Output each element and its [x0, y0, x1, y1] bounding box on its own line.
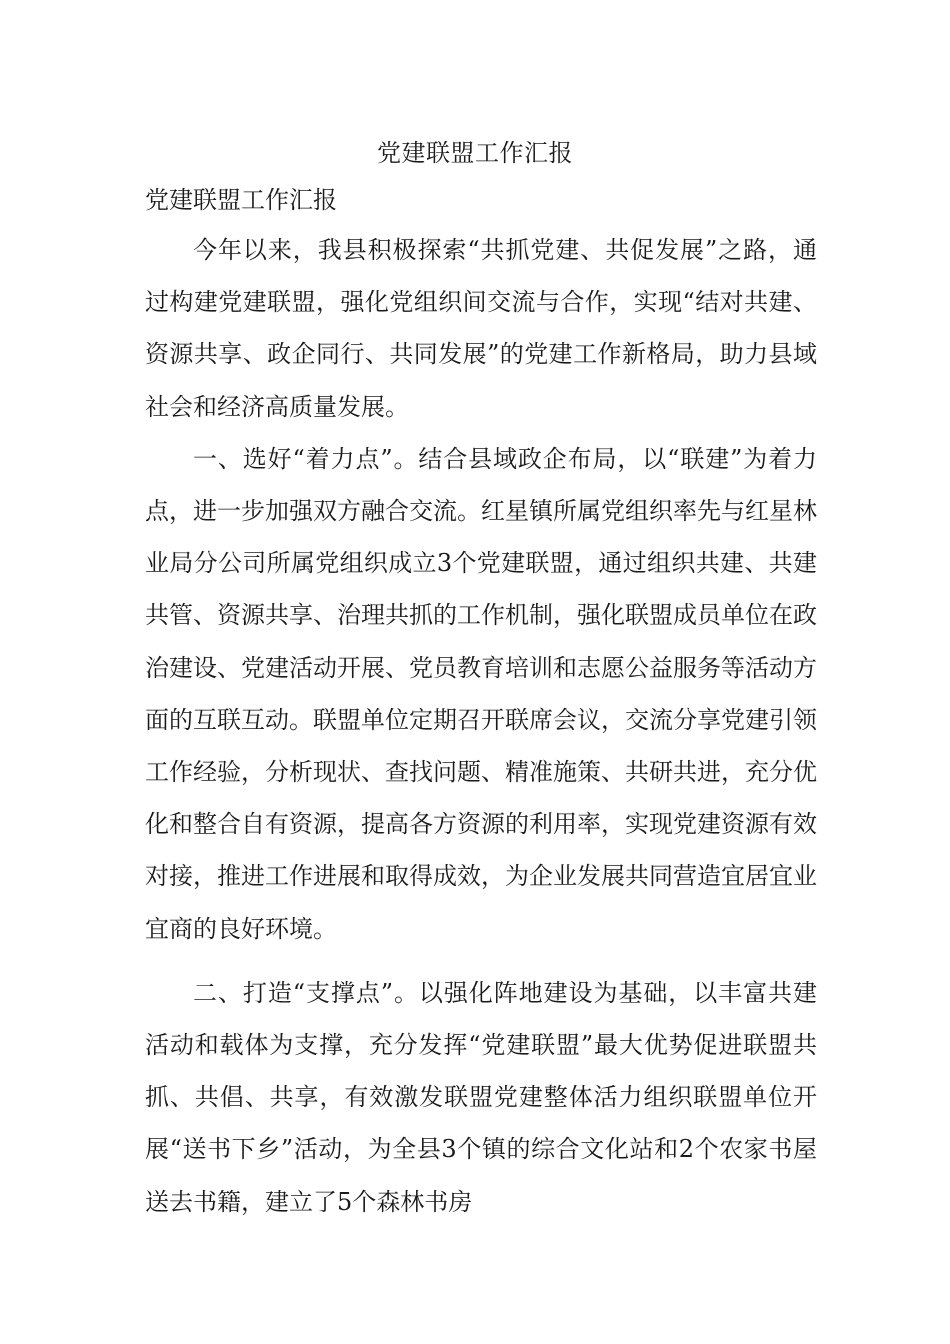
document-subtitle: 党建联盟工作汇报 — [145, 186, 337, 214]
paragraph-section-one: 一、选好“着力点”。结合县域政企布局，以“联建”为着力点，进一步加强双方融合交流。红星镇所属党组织率先与红星林业局分公司所属党组织成立3个党建联盟，通过组织共建、共建共管、资源共享、治理共抓的工作机制，强化联盟成员单位在政治建设、党建活动开展、党员教育培训和志愿公益服务等活动方面的互联互动。联盟单位定期召开联席会议，交流分享党建引领工作经验，分析现状、查找问题、精准施策、共研共进，充分优化和整合自有资源，提高各方资源的利用率，实现党建资源有效对接，推进工作进展和取得成效，为企业发展共同营造宜居宜业宜商的良好环境。 — [145, 444, 817, 943]
paragraph-section-two: 二、打造“支撑点”。以强化阵地建设为基础，以丰富共建活动和载体为支撑，充分发挥“党建联盟”最大优势促进联盟共抓、共倡、共享，有效激发联盟党建整体活力组织联盟单位开展“送书下乡”活动，为全县3个镇的综合文化站和2个农家书屋送去书籍，建立了5个森林书房 — [145, 978, 817, 1216]
document-title: 党建联盟工作汇报 — [377, 139, 573, 167]
paragraph-intro: 今年以来，我县积极探索“共抓党建、共促发展”之路，通过构建党建联盟，强化党组织间交流与合作，实现“结对共建、资源共享、政企同行、共同发展”的党建工作新格局，助力县域社会和经济高质量发展。 — [145, 236, 817, 421]
document-body — [145, 224, 817, 1228]
